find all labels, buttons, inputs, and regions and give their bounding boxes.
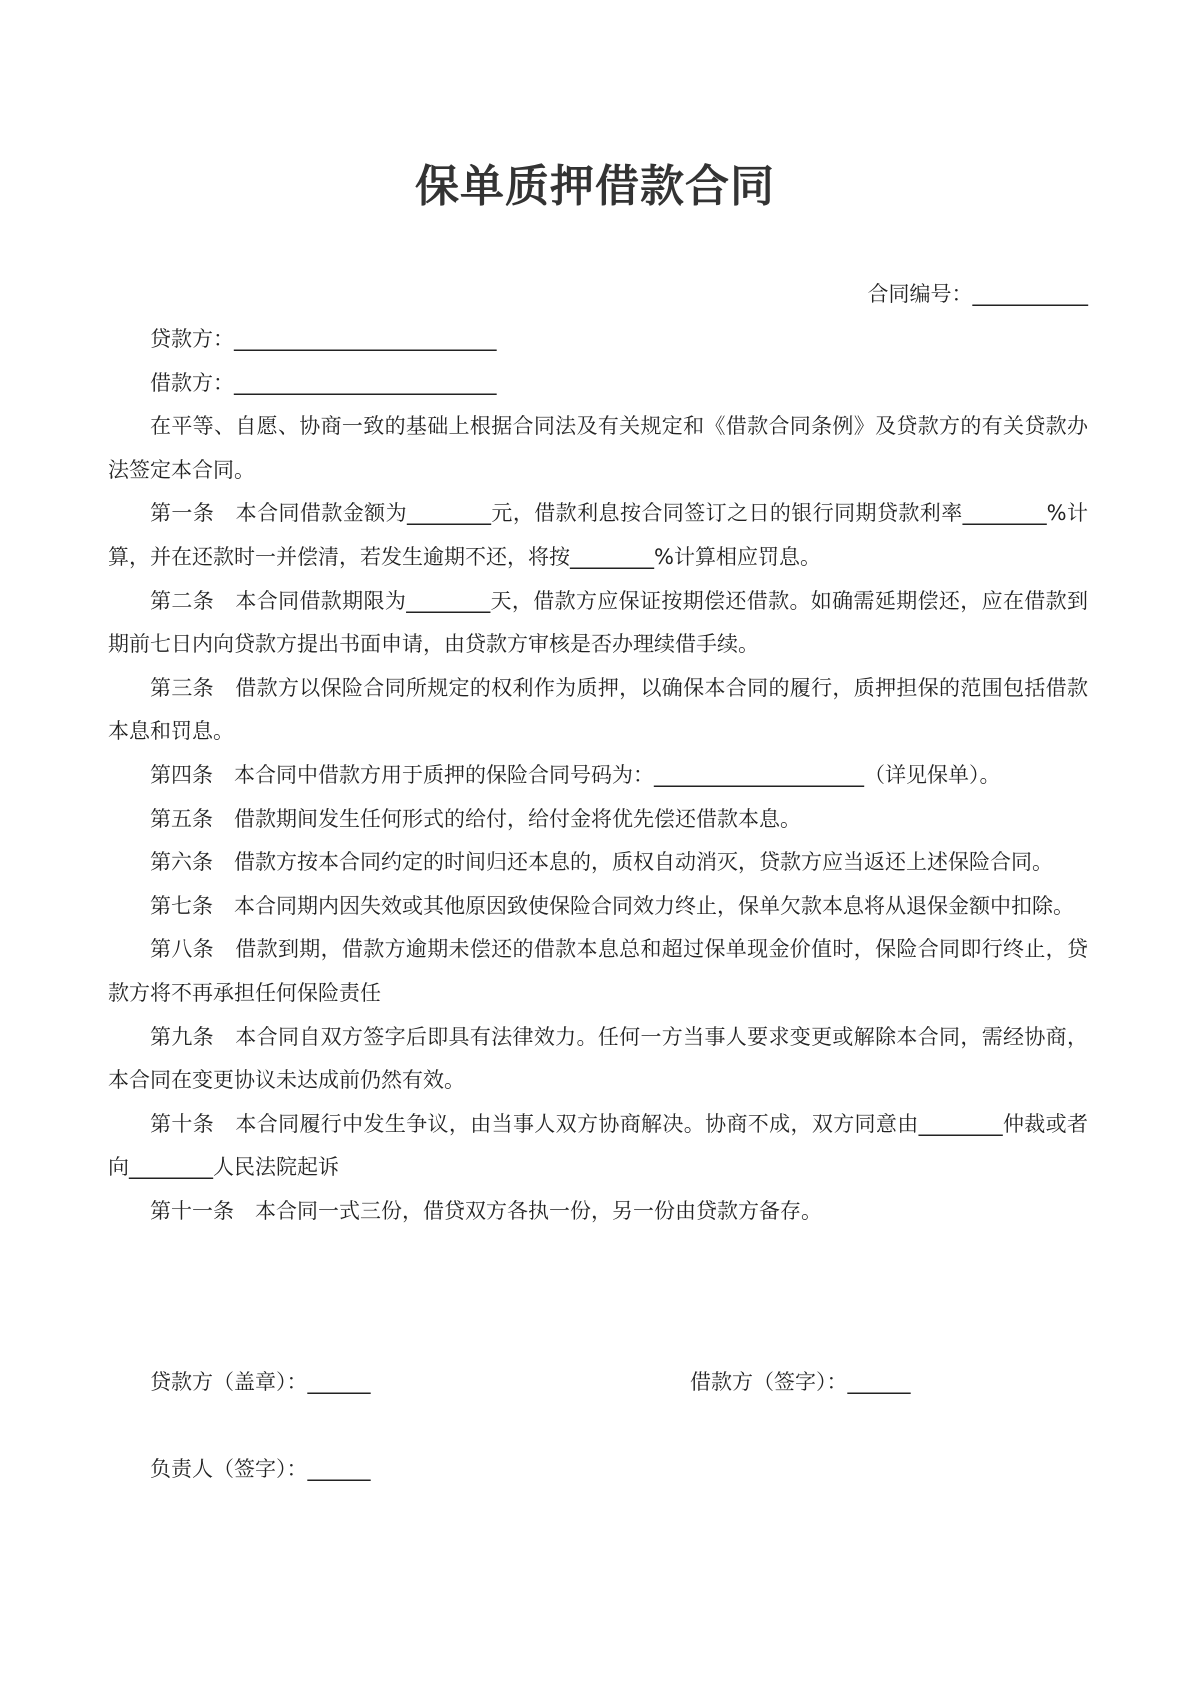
borrower-signature-line: 借款方（签字）：______ xyxy=(690,1370,911,1394)
article-9: 第九条 本合同自双方签字后即具有法律效力。任何一方当事人要求变更或解除本合同，需经协商，本合同在变更协议未达成前仍然有效。 xyxy=(108,1024,1088,1093)
article-3: 第三条 借款方以保险合同所规定的权利作为质押，以确保本合同的履行，质押担保的范围包括借款本息和罚息。 xyxy=(108,675,1088,744)
person-in-charge-signature-line: 负责人（签字）：______ xyxy=(150,1457,371,1481)
article-4: 第四条 本合同中借款方用于质押的保险合同号码为：____________________（详见保单）。 xyxy=(150,762,1001,787)
article-10: 第十条 本合同履行中发生争议，由当事人双方协商解决。协商不成，双方同意由________仲裁或者向________人民法院起诉 xyxy=(108,1111,1088,1180)
article-7: 第七条 本合同期内因失效或其他原因致使保险合同效力终止，保单欠款本息将从退保金额中扣除。 xyxy=(150,893,1074,918)
signature-row xyxy=(108,1453,1088,1493)
signature-area xyxy=(108,1366,1088,1493)
preamble-paragraph: 在平等、自愿、协商一致的基础上根据合同法及有关规定和《借款合同条例》及贷款方的有关贷款办法签定本合同。 xyxy=(108,414,1088,482)
article-2: 第二条 本合同借款期限为________天，借款方应保证按期偿还借款。如确需延期偿还，应在借款到期前七日内向贷款方提出书面申请，由贷款方审核是否办理续借手续。 xyxy=(108,588,1088,657)
lender-seal-line: 贷款方（盖章）：______ xyxy=(150,1370,371,1394)
article-8: 第八条 借款到期，借款方逾期未偿还的借款本息总和超过保单现金价值时，保险合同即行终止，贷款方将不再承担任何保险责任 xyxy=(108,937,1088,1005)
borrower-line: 借款方：_________________________ xyxy=(150,370,497,395)
article-6: 第六条 借款方按本合同约定的时间归还本息的，质权自动消灭，贷款方应当返还上述保险合同。 xyxy=(150,850,1053,875)
article-11: 第十一条 本合同一式三份，借贷双方各执一份，另一份由贷款方备存。 xyxy=(150,1198,822,1223)
signature-row xyxy=(108,1366,1088,1406)
contract-number-line: 合同编号：___________ xyxy=(867,282,1088,306)
lender-line: 贷款方：_________________________ xyxy=(150,327,497,351)
document-body xyxy=(108,318,1088,1233)
article-5: 第五条 借款期间发生任何形式的给付，给付金将优先偿还借款本息。 xyxy=(150,806,801,831)
document-title: 保单质押借款合同 xyxy=(415,161,775,212)
article-1: 第一条 本合同借款金额为________元，借款利息按合同签订之日的银行同期贷款利率________%计算，并在还款时一并偿清，若发生逾期不还，将按________%计算相应罚息。 xyxy=(108,501,1088,569)
